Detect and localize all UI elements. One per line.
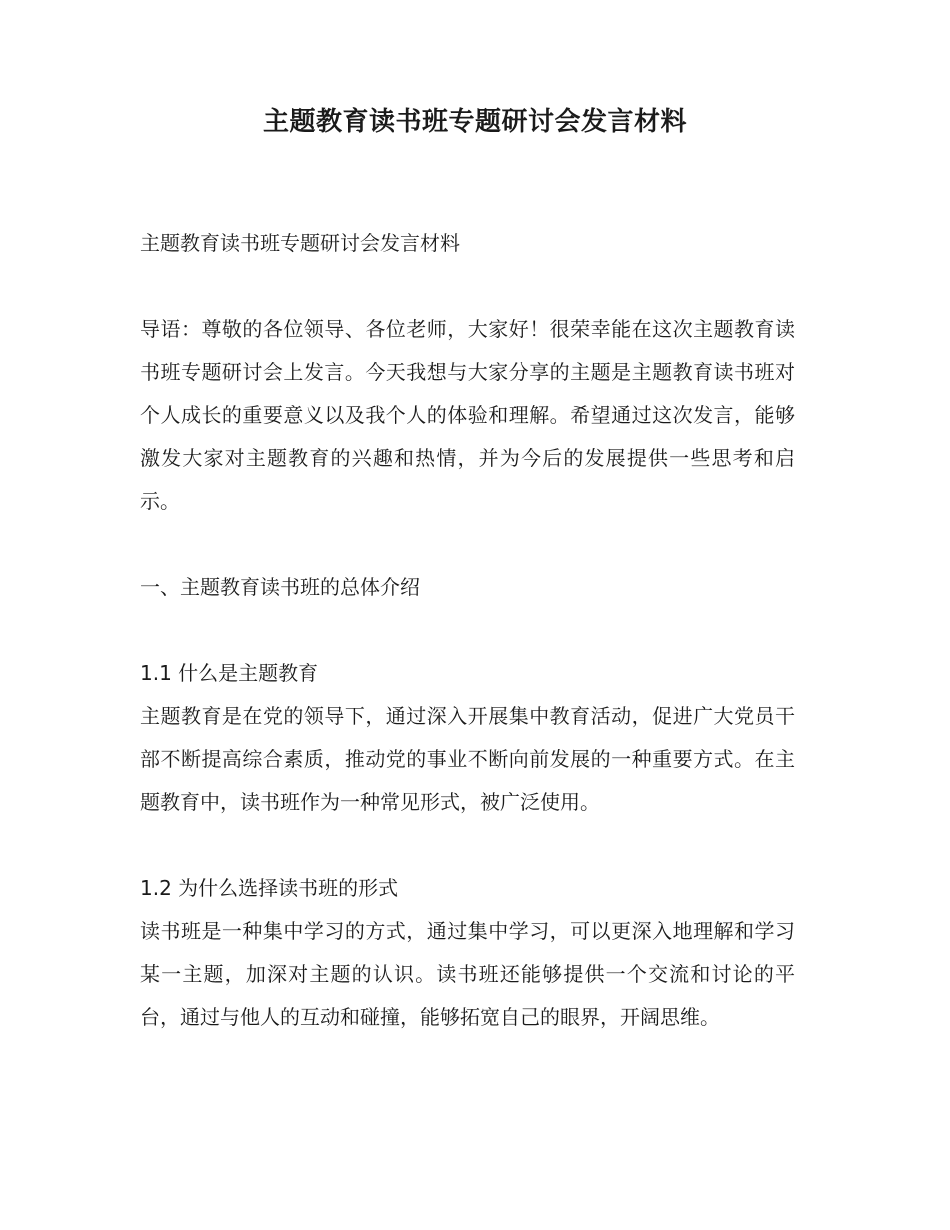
subtitle-paragraph: 主题教育读书班专题研讨会发言材料 (140, 231, 460, 255)
subsection-heading-1-1: 1.1 什么是主题教育 (140, 661, 319, 685)
document-title: 主题教育读书班专题研讨会发言材料 (262, 107, 687, 137)
document-body (140, 222, 795, 1039)
subsection-heading-1-2: 1.2 为什么选择读书班的形式 (140, 876, 399, 900)
intro-paragraph: 导语：尊敬的各位领导、各位老师，大家好！很荣幸能在这次主题教育读书班专题研讨会上发言。今天我想与大家分享的主题是主题教育读书班对个人成长的重要意义以及我个人的体验和理解。希望通过这次发言，能够激发大家对主题教育的兴趣和热情，并为今后的发展提供一些思考和启示。 (140, 317, 795, 513)
subsection-body-1-2: 读书班是一种集中学习的方式，通过集中学习，可以更深入地理解和学习某一主题，加深对主题的认识。读书班还能够提供一个交流和讨论的平台，通过与他人的互动和碰撞，能够拓宽自己的眼界，开阔思维。 (140, 919, 795, 1029)
subsection-body-1-1: 主题教育是在党的领导下，通过深入开展集中教育活动，促进广大党员干部不断提高综合素质，推动党的事业不断向前发展的一种重要方式。在主题教育中，读书班作为一种常见形式，被广泛使用。 (140, 704, 795, 814)
section-heading: 一、主题教育读书班的总体介绍 (140, 575, 420, 599)
